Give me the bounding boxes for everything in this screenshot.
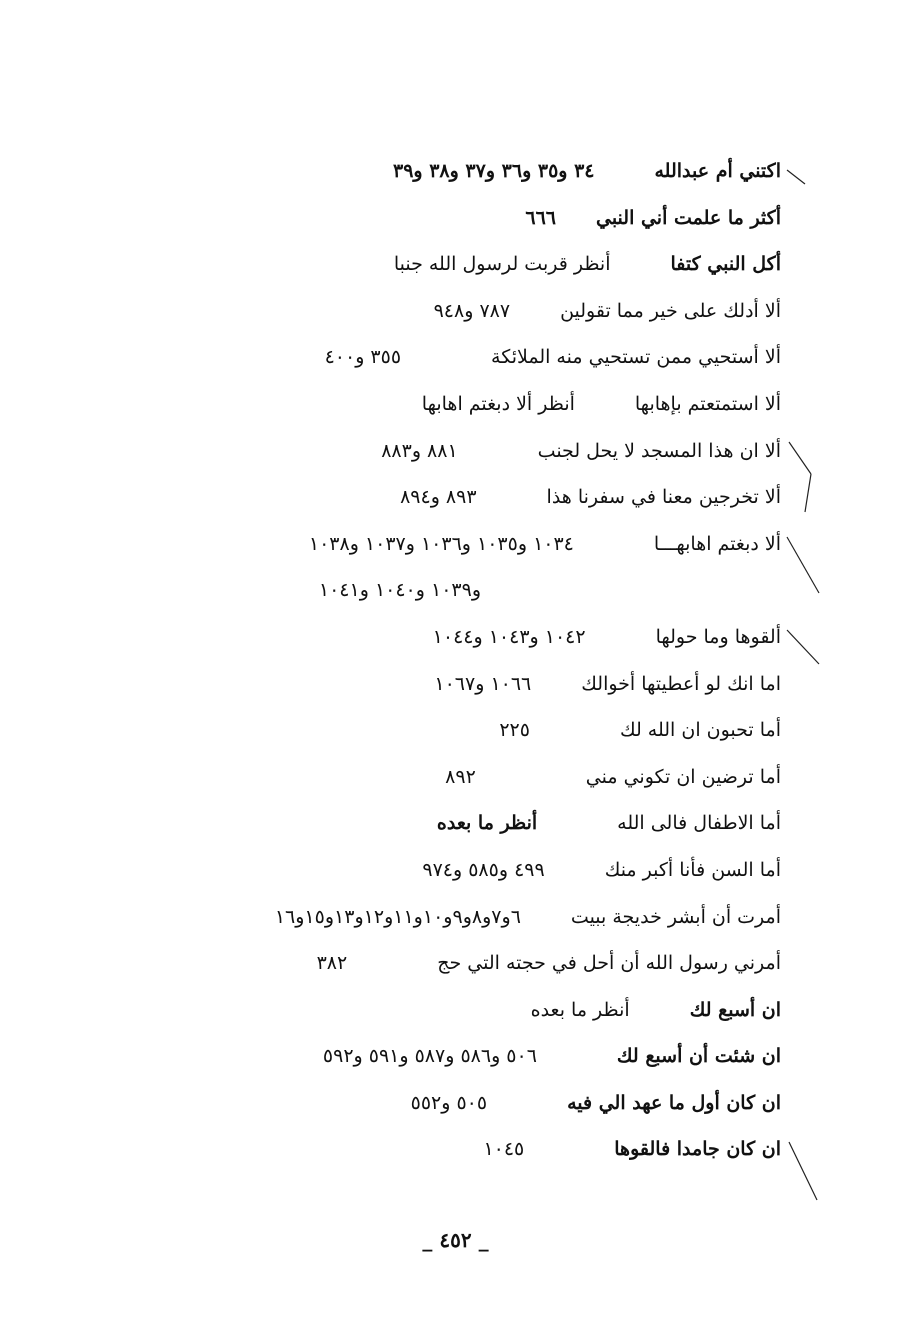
entry-phrase: أما تحبون ان الله لك bbox=[619, 719, 781, 742]
list-item bbox=[121, 393, 781, 440]
entry-phrase: ان أسبع لك bbox=[689, 998, 781, 1021]
entry-reference: ٥٠٦ و٥٨٦ و٥٨٧ و٥٩١ و٥٩٢ bbox=[322, 1045, 537, 1068]
entry-reference: ٢٢٥ bbox=[499, 719, 530, 742]
list-item bbox=[121, 952, 781, 999]
entry-reference: و١٠٣٩ و١٠٤٠ و١٠٤١ bbox=[318, 579, 481, 602]
entry-reference: ٣٨٢ bbox=[316, 952, 348, 975]
entry-phrase: ألا أستحيي ممن تستحيي منه الملائكة bbox=[491, 346, 781, 369]
entry-phrase: ألا ان هذا المسجد لا يحل لجنب bbox=[537, 439, 781, 462]
entry-reference: ٨٨١ و٨٨٣ bbox=[381, 439, 458, 462]
list-item bbox=[121, 1045, 781, 1092]
list-item bbox=[121, 719, 781, 766]
entry-phrase: ان شئت أن أسبع لك bbox=[616, 1045, 781, 1068]
list-item bbox=[121, 346, 781, 393]
entry-reference: ١٠٤٥ bbox=[483, 1138, 525, 1161]
entry-reference: ٨٩٢ bbox=[445, 765, 476, 788]
list-item bbox=[121, 766, 781, 813]
entry-phrase: ألا دبغتم اهابهـــا bbox=[653, 532, 781, 555]
list-item bbox=[121, 673, 781, 720]
list-item bbox=[121, 626, 781, 673]
list-item bbox=[121, 160, 781, 207]
entry-reference: أنظر ألا دبغتم اهابها bbox=[421, 392, 575, 415]
entry-reference: ٤٩٩ و٥٨٥ و٩٧٤ bbox=[422, 858, 545, 881]
entry-reference: ٦٦٦ bbox=[525, 206, 556, 229]
list-item bbox=[121, 440, 781, 487]
entry-phrase: ألقوها وما حولها bbox=[655, 625, 781, 648]
list-item bbox=[121, 300, 781, 347]
entry-phrase: اما انك لو أعطيتها أخوالك bbox=[581, 672, 781, 695]
entry-reference: ٦و٧و٨و٩و١٠و١١و١٢و١٣و١٥و١٦ bbox=[274, 905, 521, 928]
margin-line-mark bbox=[785, 622, 821, 682]
margin-line-mark bbox=[785, 160, 821, 220]
entry-phrase: أمرني رسول الله أن أحل في حجته التي حج bbox=[437, 952, 781, 975]
entry-reference: ١٠٤٢ و١٠٤٣ و١٠٤٤ bbox=[432, 625, 586, 648]
list-item bbox=[121, 253, 781, 300]
entry-phrase: أما الاطفال فالى الله bbox=[617, 812, 781, 835]
entry-phrase: ألا أدلك على خير مما تقولين bbox=[560, 299, 781, 322]
entry-phrase: أما السن فأنا أكبر منك bbox=[604, 858, 781, 881]
list-item bbox=[121, 1092, 781, 1139]
entry-phrase: ان كان أول ما عهد الي فيه bbox=[567, 1091, 781, 1114]
list-item bbox=[121, 486, 781, 533]
list-item bbox=[121, 999, 781, 1046]
entry-phrase: ألا استمتعتم بإهابها bbox=[634, 392, 781, 415]
entry-reference: ٧٨٧ و٩٤٨ bbox=[433, 299, 511, 322]
page-number: _ ٤٥٢ _ bbox=[422, 1228, 489, 1252]
list-item-continuation bbox=[121, 579, 781, 626]
entry-reference: أنظر ما بعده bbox=[530, 998, 630, 1021]
list-item bbox=[121, 906, 781, 953]
entry-phrase: أكل النبي كتفا bbox=[670, 253, 781, 276]
entry-reference: ٨٩٣ و٨٩٤ bbox=[400, 486, 477, 509]
entry-reference: ٣٥٥ و٤٠٠ bbox=[324, 346, 402, 369]
list-item bbox=[121, 1138, 781, 1185]
margin-line-mark bbox=[785, 1138, 821, 1208]
list-item bbox=[121, 859, 781, 906]
entry-reference: ٥٠٥ و٥٥٢ bbox=[410, 1091, 488, 1114]
entry-reference: ٣٤ و٣٥ و٣٦ و٣٧ و٣٨ و٣٩ bbox=[392, 160, 595, 182]
entry-phrase: أمرت أن أبشر خديجة ببيت bbox=[570, 905, 781, 928]
list-item bbox=[121, 533, 781, 580]
entry-phrase: اكتني أم عبدالله bbox=[654, 160, 781, 182]
entry-phrase: أما ترضين ان تكوني مني bbox=[585, 765, 781, 788]
entry-reference: ١٠٣٤ و١٠٣٥ و١٠٣٦ و١٠٣٧ و١٠٣٨ bbox=[308, 532, 574, 555]
entry-reference: أنظر ما بعده bbox=[436, 812, 538, 835]
entry-phrase: أكثر ما علمت أني النبي bbox=[595, 206, 781, 229]
list-item bbox=[121, 207, 781, 254]
margin-line-mark bbox=[785, 472, 821, 532]
list-item bbox=[121, 812, 781, 859]
entry-phrase: ان كان جامدا فالقوها bbox=[614, 1138, 781, 1161]
entry-reference: ١٠٦٦ و١٠٦٧ bbox=[434, 672, 532, 695]
entry-reference: أنظر قربت لرسول الله جنبا bbox=[393, 253, 611, 276]
hadith-index-list bbox=[121, 160, 781, 1185]
entry-phrase: ألا تخرجين معنا في سفرنا هذا bbox=[546, 486, 781, 509]
margin-line-mark bbox=[785, 529, 821, 599]
